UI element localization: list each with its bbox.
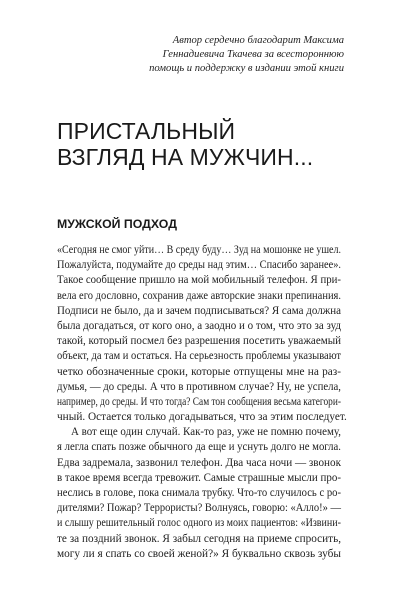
chapter-title: [57, 118, 313, 170]
body-line: была догадаться, от кого оно, а заодно и о том, что это за зуд: [57, 319, 341, 332]
body-line: в такое время всегда тревожит. Самые страшные мысли про-: [57, 471, 342, 484]
body-line: чный. Остается только догадываться, что за этим последует.: [57, 411, 347, 424]
body-line: четко обозначенные сроки, которые отпущены мне на раз-: [57, 365, 341, 378]
body-line: например, до среды. И что тогда? Сам тон сообщения весьма категори-: [57, 395, 341, 408]
body-line: Пожалуйста, подумайте до среды над этим… Спасибо заранее».: [57, 259, 341, 272]
section-heading: МУЖСКОЙ ПОДХОД: [57, 217, 177, 231]
body-line: А вот еще один случай. Как-то раз, уже не помню почему,: [71, 426, 341, 439]
body-line: Едва задремала, зазвонил телефон. Два часа ночи — звонок: [57, 456, 342, 469]
body-line: такой, который посмел без разрешения посетить уважаемый: [57, 335, 342, 348]
chapter-title-line: ВЗГЛЯД НА МУЖЧИН...: [57, 144, 314, 170]
body-line: могу ли я спать со своей женой?» Я буквально сквозь зубы: [57, 547, 341, 560]
body-line: и слышу решительный голос одного из моих пациентов: «Извини-: [57, 517, 341, 530]
acknowledgment-line: Автор сердечно благодарит Максима: [172, 35, 344, 46]
body-line: дителями? Пожар? Террористы? Волнуясь, говорю: «Алло!» —: [57, 502, 341, 515]
body-line: «Сегодня не смог уйти… В среду буду… Зуд на мошонке не ушел.: [57, 244, 342, 256]
acknowledgment-line: помощь и поддержку в издании этой книги: [149, 63, 344, 74]
body-line: те за поздний звонок. Я забыл сегодня на приеме спросить,: [57, 532, 342, 545]
body-line: я легла спать позже обычного да еще и уснуть долго не могла.: [57, 441, 341, 454]
body-line: Подписи не было, да и зачем подписываться? Я сама должна: [57, 304, 341, 317]
body-line: неслись в голове, пока снимала трубку. Что-то случилось с ро-: [57, 487, 342, 499]
body-line: объект, да там и остаться. На серьезность проблемы указывают: [57, 350, 342, 363]
body-line: думья, — до среды. А что в противном случае? Ну, не успела,: [57, 380, 342, 393]
acknowledgment: [44, 34, 344, 76]
body-line: вела его дословно, сохранив даже авторские знаки препинания.: [57, 289, 342, 302]
acknowledgment-line: Геннадиевича Ткачева за всестороннюю: [162, 49, 344, 60]
body-line: Такое сообщение пришло на мой мобильный телефон. Я при-: [57, 274, 341, 287]
chapter-title-line: ПРИСТАЛЬНЫЙ: [57, 118, 236, 144]
body-text: [57, 243, 347, 562]
